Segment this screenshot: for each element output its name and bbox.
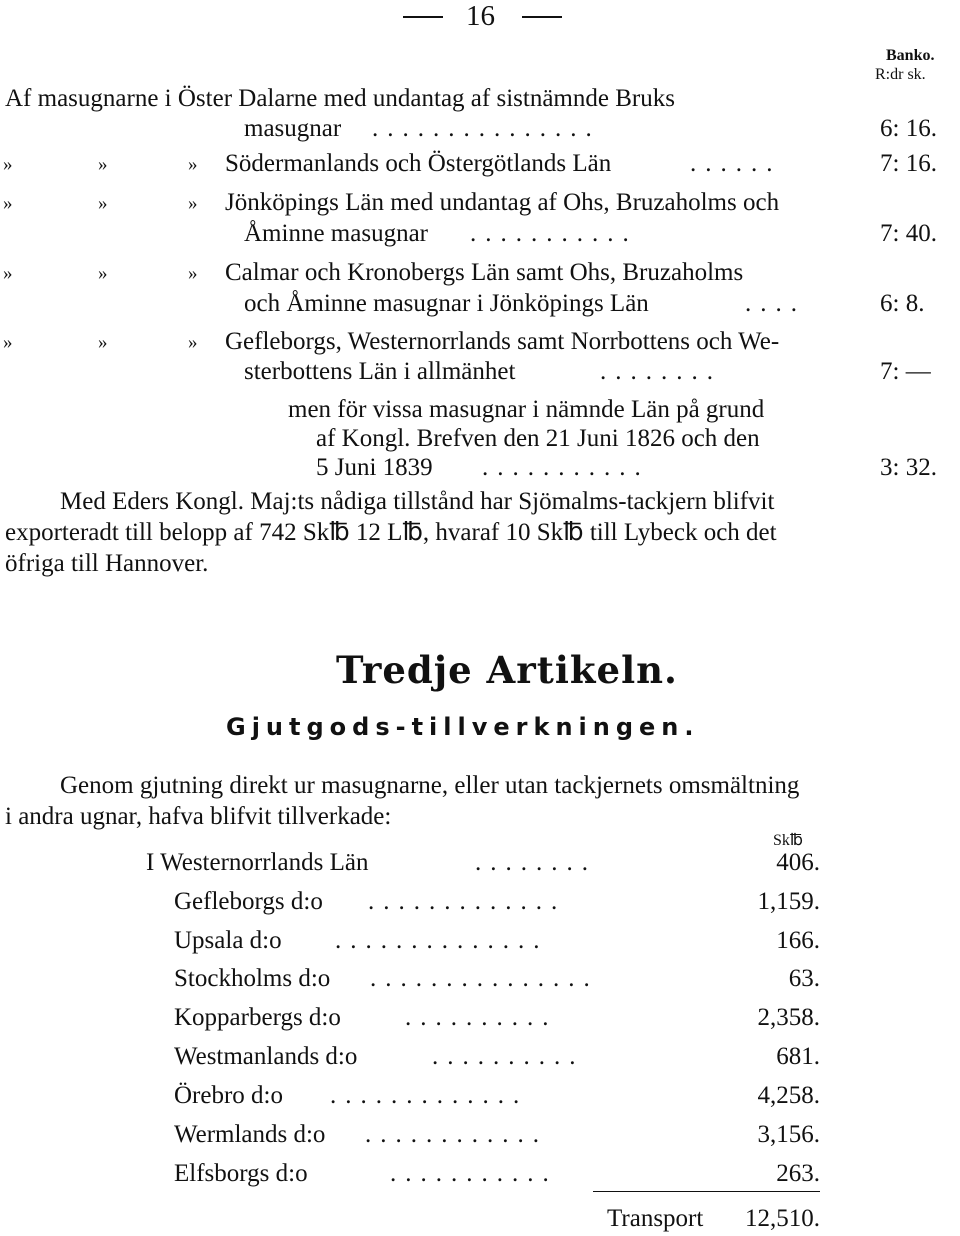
ditto-mark: » — [98, 332, 108, 353]
entry-4-amount: 6: 8. — [880, 290, 925, 317]
transport-value: 12,510. — [745, 1205, 820, 1232]
ditto-mark: » — [188, 193, 198, 214]
table-row-value: 1,159. — [757, 888, 820, 915]
paragraph-1-line-2: exporteradt till belopp af 742 Sk℔ 12 L℔, hvaraf 10 Sk℔ till Lybeck och det — [5, 519, 777, 546]
table-row-label: Westmanlands d:o — [174, 1043, 358, 1070]
entry-1-line-2: masugnar — [244, 115, 342, 142]
leader-dots: ............. — [368, 888, 567, 915]
ditto-mark: » — [98, 193, 108, 214]
ditto-mark: » — [98, 263, 108, 284]
table-row-label: Elfsborgs d:o — [174, 1160, 308, 1187]
table-row-value: 63. — [788, 965, 820, 992]
leader-dots: ............... — [372, 115, 601, 142]
leader-dots: ........... — [482, 454, 650, 481]
table-row-value: 166. — [776, 927, 820, 954]
table-row-label: Örebro d:o — [174, 1082, 283, 1109]
ditto-mark: » — [98, 154, 108, 175]
ditto-mark: » — [188, 263, 198, 284]
entry-4-line-1: Calmar och Kronobergs Län samt Ohs, Bruzaholms — [225, 259, 744, 286]
table-row-value: 4,258. — [757, 1082, 820, 1109]
paragraph-1-line-3: öfriga till Hannover. — [5, 550, 209, 577]
ditto-mark: » — [3, 193, 13, 214]
leader-dots: ........ — [600, 358, 722, 385]
entry-2-amount: 7: 16. — [880, 150, 937, 177]
paragraph-2-line-2: i andra ugnar, hafva blifvit tillverkade: — [5, 803, 392, 830]
section-title: Tredje Artikeln. — [336, 648, 678, 692]
leader-dots: ...... — [690, 150, 782, 177]
entry-1-amount: 6: 16. — [880, 115, 937, 142]
entry-5-line-2: sterbottens Län i allmänhet — [244, 358, 516, 385]
table-row-label: Wermlands d:o — [174, 1121, 326, 1148]
leader-dots: .............. — [335, 927, 549, 954]
table-row-value: 263. — [776, 1160, 820, 1187]
leader-dots: ............... — [370, 965, 599, 992]
page-number: 16 — [466, 0, 495, 32]
table-unit: Sk℔ — [773, 832, 803, 849]
leader-dots: ........... — [470, 220, 638, 247]
table-row-value: 3,156. — [757, 1121, 820, 1148]
entry-2-line-1: Södermanlands och Östergötlands Län — [225, 150, 612, 177]
column-header-banko: Banko. — [886, 47, 935, 64]
ditto-mark: » — [188, 154, 198, 175]
leader-dots: .......... — [405, 1004, 558, 1031]
entry-3-amount: 7: 40. — [880, 220, 937, 247]
ditto-mark: » — [3, 154, 13, 175]
leader-dots: .......... — [432, 1043, 585, 1070]
leader-dots: ............ — [365, 1121, 548, 1148]
header-dash-left — [403, 16, 443, 18]
table-row-label: Gefleborgs d:o — [174, 888, 323, 915]
entry-1-line-1: Af masugnarne i Öster Dalarne med undantag af sistnämnde Bruks — [5, 85, 675, 112]
table-row-label: Kopparbergs d:o — [174, 1004, 341, 1031]
ditto-mark: » — [3, 263, 13, 284]
table-row-label: Upsala d:o — [174, 927, 282, 954]
table-row-value: 406. — [776, 849, 820, 876]
leader-dots: ........... — [390, 1160, 558, 1187]
paragraph-2-line-1: Genom gjutning direkt ur masugnarne, eller utan tackjernets omsmältning — [60, 772, 800, 799]
column-header-rdr-sk: R:dr sk. — [875, 66, 926, 83]
table-row-value: 681. — [776, 1043, 820, 1070]
header-dash-right — [522, 16, 562, 18]
ditto-mark: » — [3, 332, 13, 353]
entry-5-line-1: Gefleborgs, Westernorrlands samt Norrbottens och We- — [225, 328, 780, 355]
paragraph-1-line-1: Med Eders Kongl. Maj:ts nådiga tillstånd har Sjömalms-tackjern blifvit — [60, 488, 775, 515]
ditto-mark: » — [188, 332, 198, 353]
entry-6-amount: 3: 32. — [880, 454, 937, 481]
entry-6-line-1: men för vissa masugnar i nämnde Län på grund — [288, 396, 765, 423]
table-row-label: Stockholms d:o — [174, 965, 331, 992]
leader-dots: .... — [745, 290, 806, 317]
entry-6-line-3: 5 Juni 1839 — [316, 454, 433, 481]
sum-rule — [593, 1191, 820, 1192]
transport-label: Transport — [607, 1205, 704, 1232]
entry-6-line-2: af Kongl. Brefven den 21 Juni 1826 och den — [316, 425, 760, 452]
leader-dots: ............. — [330, 1082, 529, 1109]
entry-3-line-2: Åminne masugnar — [244, 220, 428, 247]
entry-3-line-1: Jönköpings Län med undantag af Ohs, Bruzaholms och — [225, 189, 780, 216]
table-row-value: 2,358. — [757, 1004, 820, 1031]
entry-4-line-2: och Åminne masugnar i Jönköpings Län — [244, 290, 649, 317]
entry-5-amount: 7: — — [880, 358, 931, 385]
section-subtitle: Gjutgods-tillverkningen. — [226, 713, 700, 741]
leader-dots: ........ — [475, 849, 597, 876]
table-row-label: I Westernorrlands Län — [146, 849, 369, 876]
